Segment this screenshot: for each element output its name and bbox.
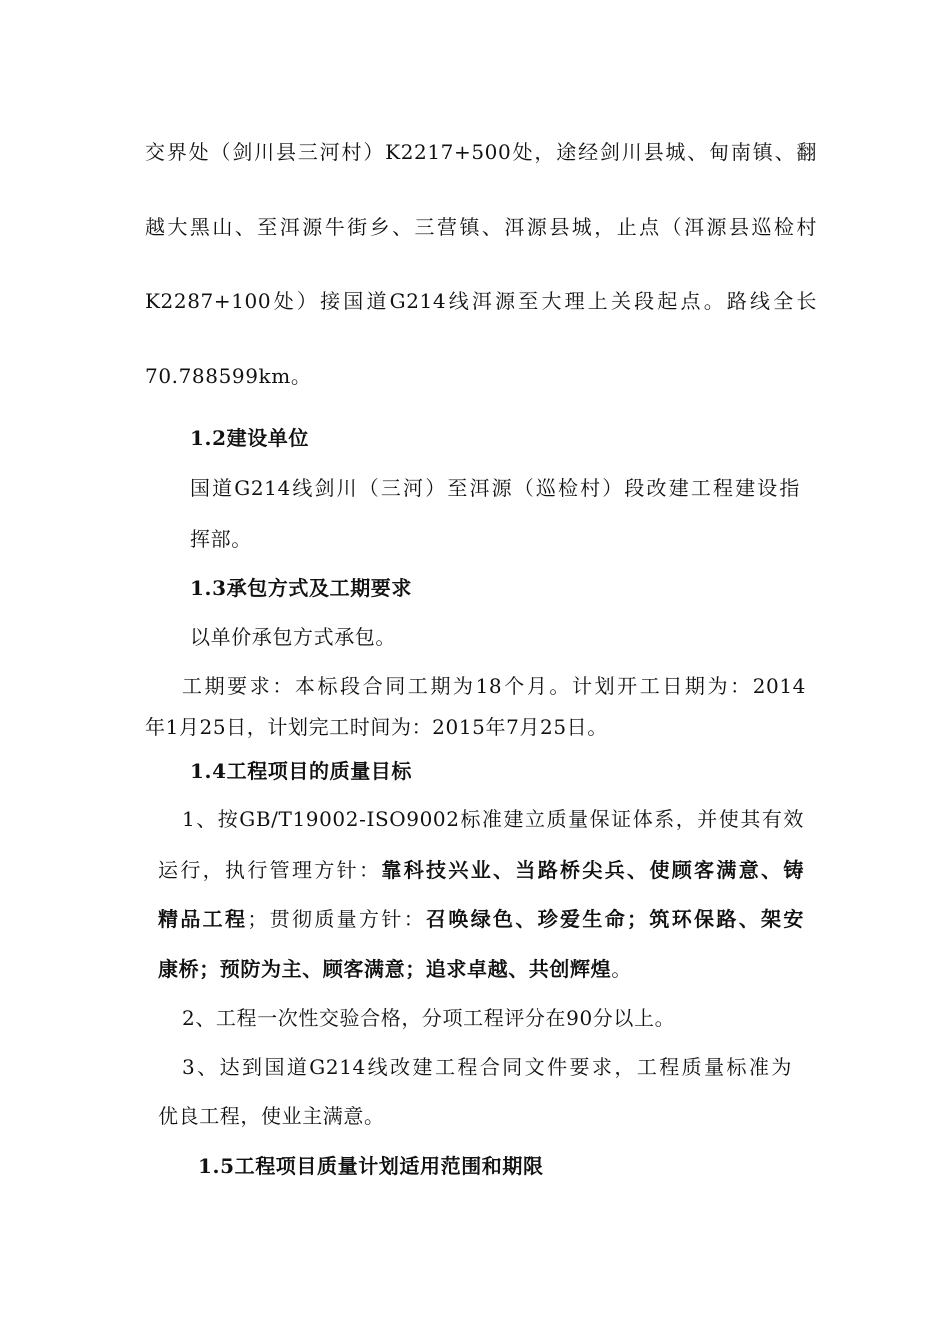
list-item-continuation xyxy=(158,907,804,931)
paragraph-line: 70.788599km。 xyxy=(145,364,312,388)
policy-label: ；贯彻质量方针： xyxy=(247,907,427,931)
list-item-continuation: 优良工程，使业主满意。 xyxy=(158,1104,385,1128)
paragraph-line: 越大黑山、至洱源牛街乡、三营镇、洱源县城，止点（洱源县巡检村 xyxy=(145,215,817,239)
section-heading: 1.4工程项目的质量目标 xyxy=(190,759,412,783)
paragraph-line: 工期要求：本标段合同工期为18个月。计划开工日期为：2014 xyxy=(182,674,806,698)
policy-label: 运行，执行管理方针： xyxy=(158,858,382,882)
list-item-continuation xyxy=(158,858,804,882)
management-policy: 靠科技兴业、当路桥尖兵、使顾客满意、铸 xyxy=(381,858,804,882)
section-heading: 1.2建设单位 xyxy=(190,426,309,450)
paragraph-line: 以单价承包方式承包。 xyxy=(190,625,396,649)
paragraph-line: 国道G214线剑川（三河）至洱源（巡检村）段改建工程建设指 xyxy=(190,476,800,500)
paragraph-line: K2287+100处）接国道G214线洱源至大理上关段起点。路线全长 xyxy=(145,289,817,313)
sentence-end: 。 xyxy=(611,957,632,981)
list-item: 3、达到国道G214线改建工程合同文件要求，工程质量标准为 xyxy=(182,1055,792,1079)
management-policy: 精品工程 xyxy=(158,907,248,931)
paragraph-line: 挥部。 xyxy=(190,527,252,551)
section-heading: 1.3承包方式及工期要求 xyxy=(190,576,412,600)
section-heading: 1.5工程项目质量计划适用范围和期限 xyxy=(198,1154,544,1178)
paragraph-line: 年1月25日，计划完工时间为：2015年7月25日。 xyxy=(145,715,608,739)
list-item: 2、工程一次性交验合格，分项工程评分在90分以上。 xyxy=(182,1006,676,1030)
list-item-continuation xyxy=(158,957,632,981)
paragraph-line: 交界处（剑川县三河村）K2217+500处，途经剑川县城、甸南镇、翻 xyxy=(145,140,817,164)
list-item: 1、按GB/T19002-ISO9002标准建立质量保证体系，并使其有效 xyxy=(182,807,804,831)
quality-policy: 康桥；预防为主、顾客满意；追求卓越、共创辉煌 xyxy=(158,957,612,981)
quality-policy: 召唤绿色、珍爱生命；筑环保路、架安 xyxy=(426,907,804,931)
